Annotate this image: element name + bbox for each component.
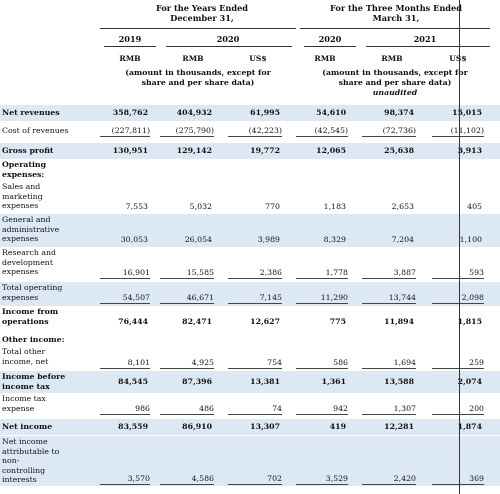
value-2020-q1: 54,610 xyxy=(316,108,346,117)
row-label: Income before income tax xyxy=(2,372,66,391)
value-2019: 7,553 xyxy=(125,202,148,211)
value-2020-usd: 7,145 xyxy=(228,293,282,304)
row-general-administrative xyxy=(0,214,500,247)
currency-usd-2020: US$ xyxy=(249,54,267,63)
value-2021-q1-rmb: 13,744 xyxy=(362,293,416,304)
value-2021-q1-usd: 1,815 xyxy=(457,317,482,326)
three-months-line2: March 31, xyxy=(372,13,420,23)
value-2019: 84,545 xyxy=(118,377,148,386)
value-2021-q1-rmb: 1,694 xyxy=(362,358,416,369)
year-rule-2020-q1 xyxy=(304,46,356,47)
year-2020: 2020 xyxy=(216,34,240,44)
value-2021-q1-rmb: 25,638 xyxy=(384,146,414,155)
value-2020-q1: 1,361 xyxy=(321,377,346,386)
value-2021-q1-rmb: 11,894 xyxy=(384,317,414,326)
year-2020-q1: 2020 xyxy=(318,34,342,44)
value-2020-usd: 770 xyxy=(265,202,280,211)
value-2020-q1: 419 xyxy=(329,422,346,431)
months-note-line1: (amount in thousands, except for xyxy=(322,68,468,77)
year-rule-2021-q1 xyxy=(366,46,490,47)
value-2021-q1-rmb: (72,736) xyxy=(362,126,416,137)
value-2020-usd: 74 xyxy=(228,404,282,415)
year-2021-q1: 2021 xyxy=(413,34,437,44)
years-ended-header xyxy=(112,3,292,23)
value-2019: (227,811) xyxy=(100,126,150,137)
row-gross-profit xyxy=(0,143,500,159)
value-2019: 54,507 xyxy=(100,293,150,304)
value-2021-q1-usd: 1,100 xyxy=(459,235,482,244)
value-2020-q1: 942 xyxy=(296,404,348,415)
value-2020-rmb: 26,054 xyxy=(184,235,212,244)
value-2020-q1: 1,778 xyxy=(296,268,348,279)
value-2020-usd: 61,995 xyxy=(250,108,280,117)
value-2020-rmb: 86,910 xyxy=(182,422,212,431)
row-net-revenues xyxy=(0,105,500,121)
value-2020-rmb: 129,142 xyxy=(176,146,212,155)
value-2020-usd: (42,223) xyxy=(228,126,282,137)
value-2019: 83,559 xyxy=(118,422,148,431)
row-label: Operating expenses: xyxy=(2,160,47,179)
months-header-rule xyxy=(300,28,490,29)
three-months-line1: For the Three Months Ended xyxy=(330,3,462,13)
row-cost-of-revenues xyxy=(0,123,500,141)
row-label: Income from operations xyxy=(2,307,59,326)
row-label: Cost of revenues xyxy=(2,126,69,135)
row-label: Research and development expenses xyxy=(2,248,57,277)
value-2020-rmb: 46,671 xyxy=(160,293,214,304)
value-2020-rmb: 5,032 xyxy=(189,202,212,211)
currency-rmb-2021-q1: RMB xyxy=(381,54,403,63)
year-rule-2019 xyxy=(104,46,156,47)
row-label: Total other income, net xyxy=(2,347,49,366)
value-2020-q1: 586 xyxy=(296,358,348,369)
value-2020-rmb: (275,790) xyxy=(160,126,214,137)
row-research-development xyxy=(0,247,500,280)
years-ended-line1: For the Years Ended xyxy=(155,3,249,13)
years-ended-line2: December 31, xyxy=(170,13,234,23)
value-2019: 358,762 xyxy=(112,108,148,117)
value-2021-q1-usd: (11,102) xyxy=(432,126,484,137)
row-label: Total operating expenses xyxy=(2,283,63,302)
months-note-line2: share and per share data) xyxy=(338,78,452,87)
row-label: Income tax expense xyxy=(2,394,46,413)
value-2020-q1: 3,529 xyxy=(296,474,348,485)
value-2021-q1-usd: 405 xyxy=(467,202,482,211)
row-total-operating-expenses xyxy=(0,282,500,306)
value-2020-usd: 13,307 xyxy=(250,422,280,431)
row-non-controlling-interests xyxy=(0,436,500,486)
value-2020-rmb: 4,586 xyxy=(160,474,214,485)
value-2021-q1-usd: 593 xyxy=(432,268,484,279)
years-note-line2: share and per share data) xyxy=(141,78,255,87)
row-operating-expenses-heading xyxy=(0,159,500,181)
row-total-other-income xyxy=(0,346,500,370)
row-label: Sales and marketing expenses xyxy=(2,182,43,211)
row-net-income xyxy=(0,419,500,435)
row-income-tax-expense xyxy=(0,393,500,417)
value-2019: 3,570 xyxy=(100,474,150,485)
value-2021-q1-usd: 2,074 xyxy=(457,377,482,386)
value-2020-q1: 12,065 xyxy=(316,146,346,155)
currency-rmb-2019: RMB xyxy=(119,54,141,63)
value-2019: 8,101 xyxy=(100,358,150,369)
value-2021-q1-usd: 1,874 xyxy=(457,422,482,431)
value-2020-usd: 754 xyxy=(228,358,282,369)
value-2021-q1-rmb: 2,653 xyxy=(391,202,414,211)
value-2019: 76,444 xyxy=(118,317,148,326)
value-2019: 16,901 xyxy=(100,268,150,279)
row-sales-marketing xyxy=(0,181,500,214)
value-2020-q1: 775 xyxy=(329,317,346,326)
row-label: Other income: xyxy=(2,335,65,344)
value-2021-q1-usd: 200 xyxy=(432,404,484,415)
value-2020-q1: 1,183 xyxy=(323,202,346,211)
value-2020-rmb: 486 xyxy=(160,404,214,415)
value-2019: 30,053 xyxy=(120,235,148,244)
value-2019: 130,951 xyxy=(112,146,148,155)
row-label: Net income xyxy=(2,422,53,431)
value-2020-usd: 12,627 xyxy=(250,317,280,326)
row-income-before-tax xyxy=(0,371,500,393)
value-2021-q1-usd: 369 xyxy=(432,474,484,485)
value-2020-rmb: 82,471 xyxy=(182,317,212,326)
years-amount-note xyxy=(100,68,296,88)
years-note-line1: (amount in thousands, except for xyxy=(125,68,271,77)
row-label: Gross profit xyxy=(2,146,54,155)
years-header-rule xyxy=(100,28,296,29)
value-2021-q1-usd: 15,015 xyxy=(452,108,482,117)
currency-rmb-2020-q1: RMB xyxy=(314,54,336,63)
value-2020-q1: 8,329 xyxy=(323,235,346,244)
value-2020-rmb: 15,585 xyxy=(160,268,214,279)
value-2020-usd: 13,381 xyxy=(250,377,280,386)
value-2021-q1-rmb: 7,204 xyxy=(391,235,414,244)
row-label: General and administrative expenses xyxy=(2,215,60,244)
value-2021-q1-rmb: 12,281 xyxy=(384,422,414,431)
value-2021-q1-usd: 2,098 xyxy=(432,293,484,304)
value-2020-rmb: 404,932 xyxy=(176,108,212,117)
months-amount-note xyxy=(300,68,490,98)
value-2021-q1-rmb: 1,307 xyxy=(362,404,416,415)
year-rule-2020 xyxy=(166,46,292,47)
value-2020-usd: 702 xyxy=(228,474,282,485)
value-2020-q1: (42,545) xyxy=(296,126,348,137)
value-2020-rmb: 87,396 xyxy=(182,377,212,386)
row-income-from-operations xyxy=(0,306,500,330)
value-2020-q1: 11,290 xyxy=(296,293,348,304)
value-2021-q1-usd: 259 xyxy=(432,358,484,369)
value-2020-usd: 19,772 xyxy=(250,146,280,155)
row-other-income-heading xyxy=(0,334,500,346)
value-2021-q1-usd: 3,913 xyxy=(457,146,482,155)
value-2020-usd: 2,386 xyxy=(228,268,282,279)
value-2021-q1-rmb: 13,588 xyxy=(384,377,414,386)
value-2021-q1-rmb: 2,420 xyxy=(362,474,416,485)
year-2019: 2019 xyxy=(118,34,142,44)
value-2021-q1-rmb: 3,887 xyxy=(362,268,416,279)
row-label: Net revenues xyxy=(2,108,60,117)
value-2021-q1-rmb: 98,374 xyxy=(384,108,414,117)
value-2020-usd: 3,989 xyxy=(257,235,280,244)
unaudited-label: unaudited xyxy=(372,88,418,97)
crop-line xyxy=(459,0,460,494)
currency-usd-2021-q1: US$ xyxy=(449,54,467,63)
value-2020-rmb: 4,925 xyxy=(160,358,214,369)
row-label: Net income attributable to non-controlling interests xyxy=(2,437,60,485)
value-2019: 986 xyxy=(100,404,150,415)
currency-rmb-2020: RMB xyxy=(182,54,204,63)
